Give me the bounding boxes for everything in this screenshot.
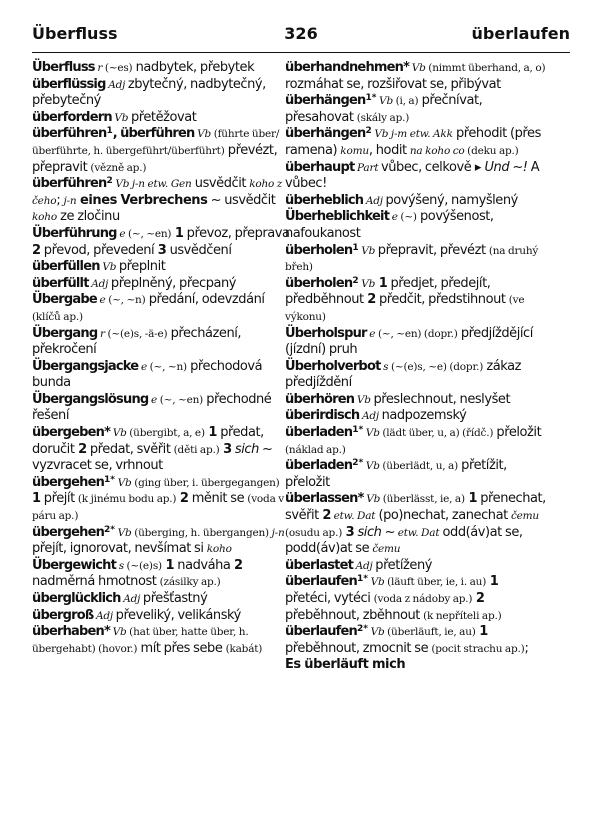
definition-text: ; [56, 192, 64, 208]
grammar-label: čemu [372, 543, 401, 556]
dictionary-entry [32, 110, 290, 127]
headword: überladen [285, 425, 353, 441]
definition-text: ~ [381, 524, 396, 540]
homonym-index: 2 [365, 126, 372, 137]
definition-text: předjet, předejít, předběhnout [285, 275, 491, 308]
example: Es überläuft mich [285, 657, 406, 673]
definition-text: předjíždějící (jízdní) pruh [285, 325, 533, 358]
grammar-label: Vb j-m etw. Akk [371, 128, 453, 141]
note: (~, ~en) [159, 393, 204, 406]
definition-text: zbytečný, nadbytečný, přebytečný [32, 76, 266, 109]
definition-text: usvědčit [191, 176, 250, 192]
grammar-label: Adj [93, 609, 116, 622]
note: (děti ap.) [173, 443, 220, 456]
example: eines Verbrechens [76, 192, 208, 208]
grammar-label: e [389, 211, 401, 224]
grammar-label: Vb [367, 576, 385, 589]
grammar-label: etw. Dat [331, 510, 376, 523]
sense-number: 2 [176, 491, 189, 507]
running-head-left: Überfluss [32, 24, 118, 43]
homonym-index: 2* [357, 624, 368, 635]
grammar-label: Part [354, 161, 381, 174]
grammar-label: koho [206, 543, 232, 556]
note: (zásilky ap.) [159, 576, 221, 589]
definition-text: přeběhnout, zběhnout [285, 607, 424, 623]
definition-text: přepravit, převézt [377, 242, 489, 258]
definition-text: přeložit [493, 425, 542, 441]
definition-text: přeslechnout, neslyšet [373, 391, 511, 407]
grammar-label: Adj [88, 277, 111, 290]
grammar-label: Vb [110, 626, 127, 639]
headword: überlassen* [285, 491, 364, 507]
definition-text: A vůbec! [285, 159, 540, 192]
italic-text: sich [354, 524, 382, 540]
grammar-label: e [116, 227, 128, 240]
dictionary-entry [32, 591, 290, 608]
grammar-label: Vb [354, 393, 374, 406]
note: (~) [400, 211, 417, 224]
definition-text: nadpozemský [381, 408, 467, 424]
grammar-label: Vb j-n etw. Gen [112, 178, 192, 191]
headword: überirdisch [285, 408, 360, 424]
note: (voda z nádoby ap.) [373, 593, 473, 605]
note: (~(e)s) [126, 559, 162, 572]
grammar-label: Vb [376, 95, 393, 108]
definition-text: přejít [40, 491, 78, 507]
sense-number: 2 [472, 591, 485, 606]
definition-text: převoz, přeprava [183, 225, 290, 241]
dictionary-entry [32, 392, 290, 425]
dictionary-entry [285, 624, 547, 674]
definition-text: přehodit (přes ramena) [285, 126, 541, 158]
grammar-label: Vb [115, 526, 132, 539]
definition-text: povýšenost, nafoukanost [285, 209, 494, 241]
dictionary-entry [32, 292, 290, 325]
italic-text: Und ~! [484, 159, 528, 175]
definition-text: usvědčení [166, 242, 232, 258]
grammar-label: čemu [510, 510, 539, 523]
dictionary-entry [32, 608, 290, 625]
grammar-label: komu [340, 144, 369, 157]
headword: übergroß [32, 607, 94, 623]
headword: überfüllt [32, 275, 89, 291]
headword: überhängen [285, 126, 366, 142]
headword: überlastet [285, 557, 354, 573]
dictionary-entry [32, 558, 290, 591]
headword: überlaufen [285, 574, 357, 590]
dictionary-entry [285, 160, 547, 193]
definition-text: ~ usvědčit [207, 192, 276, 208]
headword: überladen [285, 458, 353, 474]
grammar-label: Vb [409, 62, 426, 74]
note: (na druhý břeh) [285, 244, 539, 274]
homonym-index: 1 [352, 242, 359, 253]
sense-number: 1 [486, 574, 499, 590]
grammar-label: koho [32, 211, 57, 224]
note: (~, ~en) [127, 227, 172, 240]
sense-number: 1 [171, 225, 184, 241]
dictionary-entry [32, 77, 290, 110]
dictionary-entry [32, 276, 290, 293]
grammar-label: r [97, 327, 108, 340]
note: (deku ap.) [464, 144, 519, 157]
dictionary-entry [32, 624, 290, 657]
dictionary-entry [32, 226, 290, 259]
sense-number: 1 [475, 624, 488, 640]
sense-number: 2 [230, 557, 243, 573]
definition-text: mít přes sebe [137, 640, 226, 656]
headword: überglücklich [32, 591, 121, 606]
dictionary-entry [285, 60, 547, 93]
grammar-label: Adj [363, 194, 386, 207]
dictionary-entry [32, 475, 290, 525]
grammar-label: Adj [353, 559, 376, 572]
note: (klíčů ap.) [32, 310, 83, 323]
dictionary-entry [32, 525, 290, 558]
dictionary-entry [285, 558, 547, 575]
grammar-label: e [148, 393, 160, 406]
note: (~(e)s, ~e) (dopr.) [390, 360, 484, 373]
definition-text: přetížit, přeložit [285, 458, 507, 490]
definition-text: převod, převedení [40, 242, 155, 258]
headword: Übergangsjacke [32, 358, 139, 374]
definition-text: přečnívat, přesahovat [285, 93, 483, 125]
dictionary-entry [285, 93, 547, 126]
dictionary-entry [32, 126, 290, 176]
headword: überhören [285, 391, 355, 407]
dictionary-entry [285, 408, 547, 425]
headword: überfüllen [32, 259, 100, 275]
dictionary-entry [32, 359, 290, 392]
definition-text: rozmáhat se, rozšiřovat se, přibývat [285, 76, 501, 92]
headword: überführen [32, 126, 107, 142]
definition-text: předání, odevzdání [145, 292, 265, 308]
note: (k nepříteli ap.) [423, 609, 502, 622]
note: (überläuft, ie, au) [384, 626, 476, 639]
definition-text: přeplnit [118, 259, 166, 275]
headword: Überheblichkeit [285, 209, 390, 225]
note: (lädt über, u, a) (řídč.) [379, 427, 494, 440]
definition-text: , hodit [368, 142, 410, 158]
definition-text: přetéci, vytéci [285, 591, 374, 606]
grammar-label: Vb [358, 277, 376, 290]
definition-text: přetížený [375, 557, 432, 573]
dictionary-entry [32, 259, 290, 276]
dictionary-entry [285, 126, 547, 159]
sense-number: 1 [32, 491, 41, 507]
headword: Übergabe [32, 292, 97, 308]
sense-number: 3 [342, 524, 355, 540]
dictionary-entry [32, 176, 290, 226]
note: (osudu ap.) [285, 526, 343, 539]
note: (~(e)s, -ä-e) [107, 327, 168, 340]
headword: überführen [32, 176, 107, 192]
definition-text: ~ vyzvracet se, vrhnout [32, 441, 273, 474]
note: (übergibt, a, e) [129, 427, 205, 440]
headword: Überholspur [285, 325, 367, 341]
note: (vězně ap.) [90, 161, 147, 174]
sense-number: 2 [74, 441, 87, 457]
headword: übergehen [32, 474, 105, 490]
homonym-index: 2 [352, 275, 359, 286]
grammar-label: Vb [194, 128, 212, 141]
headword: überhaupt [285, 159, 355, 175]
note: (läuft über, ie, i. au) [384, 576, 487, 589]
grammar-label: Vb [99, 261, 119, 274]
homonym-index: 1 [106, 126, 113, 137]
note: (ging über, i. übergegangen) [131, 476, 280, 489]
sense-number: 1 [161, 557, 175, 573]
grammar-label: koho z čeho [32, 178, 283, 207]
homonym-index: 2 [106, 176, 113, 187]
definition-text: odd(áv)at se, podd(áv)at se [285, 524, 523, 557]
definition-text: nadváha [174, 557, 231, 573]
definition-text: přechodová bunda [32, 358, 263, 391]
note: (~es) [104, 62, 133, 74]
grammar-label: j-n [63, 194, 77, 207]
definition-text: přechodné řešení [32, 391, 272, 424]
definition-text: předat, doručit [32, 425, 264, 457]
note: (nimmt überhand, a, o) [425, 62, 546, 74]
running-head-right: überlaufen [471, 24, 570, 43]
grammar-label: na koho co [409, 144, 465, 157]
dictionary-entry [285, 491, 547, 557]
definition-text: měnit se [188, 491, 248, 507]
grammar-label: s [380, 360, 391, 373]
note: (náklad ap.) [285, 443, 346, 456]
definition-text: přetěžovat [130, 109, 197, 125]
note: (ve výkonu) [285, 294, 525, 323]
grammar-label: Vb [111, 111, 131, 124]
headword: übergehen [32, 524, 105, 540]
note: (überging, h. übergangen) [131, 526, 269, 539]
note: (i, a) [392, 95, 419, 108]
headword: überlaufen [285, 624, 357, 640]
grammar-label: Adj [359, 410, 382, 423]
headword: Übergangslösung [32, 391, 149, 407]
headword: Übergewicht [32, 557, 117, 573]
header-rule [32, 52, 570, 53]
definition-text: předčit, předstihnout [375, 292, 509, 308]
headword: überhandnehmen* [285, 60, 410, 75]
note: (hat über, hatte über, h. übergehabt) (hovor.) [32, 626, 249, 655]
grammar-label: Vb [363, 493, 381, 506]
headword: Überführung [32, 225, 117, 241]
dictionary-entry [32, 326, 290, 359]
dictionary-entry [285, 458, 547, 491]
grammar-label: j-n [268, 526, 285, 539]
definition-text: přejít, ignorovat, nevšímat si [32, 541, 207, 557]
dictionary-entry [285, 243, 547, 276]
headword: , überführen [112, 126, 195, 142]
grammar-label: Vb [358, 244, 378, 257]
dictionary-entry [285, 209, 547, 242]
dictionary-entry [285, 326, 547, 359]
note: (skály ap.) [356, 111, 410, 124]
homonym-index: 1* [104, 474, 116, 485]
sense-number: 3 [154, 242, 167, 258]
italic-text: sich [231, 441, 259, 457]
note: (k jinému bodu ap.) [77, 493, 177, 506]
definition-text: zákaz předjíždění [285, 358, 521, 391]
definition-text: nadměrná hmotnost [32, 574, 160, 590]
definition-text: převeliký, velikánský [115, 607, 241, 623]
dictionary-entry [285, 574, 547, 624]
homonym-index: 1* [357, 574, 368, 585]
homonym-index: 2* [104, 524, 116, 535]
headword: Überholverbot [285, 358, 381, 374]
sense-number: 1 [464, 491, 478, 507]
headword: überheblich [285, 192, 364, 208]
page-number: 326 [284, 24, 318, 43]
grammar-label: Vb [367, 626, 385, 639]
sense-number: 2 [32, 242, 41, 258]
headword: überfordern [32, 109, 112, 125]
definition-text: přecházení, překročení [32, 325, 242, 358]
left-column [32, 60, 290, 657]
note: (führte über/überführte, h. übergeführt/überführt) [32, 128, 280, 157]
grammar-label: Vb [363, 460, 380, 473]
note: (kabát) [225, 642, 263, 655]
headword: überhängen [285, 93, 366, 109]
grammar-label: Vb [110, 427, 130, 440]
sense-number: 1 [204, 425, 218, 441]
dictionary-entry [285, 276, 547, 326]
definition-text: přešťastný [142, 591, 208, 606]
sense-number: 2 [318, 508, 331, 524]
definition-text: přeplněný, přecpaný [110, 275, 237, 291]
grammar-label: e [366, 327, 378, 340]
definition-text: (po)nechat, zanechat [375, 508, 511, 524]
headword: überholen [285, 275, 353, 291]
definition-text: povýšený, namyšlený [385, 192, 518, 208]
note: (überlässt, ie, a) [380, 493, 465, 506]
dictionary-entry [285, 425, 547, 458]
headword: überflüssig [32, 76, 106, 92]
definition-text: ; [524, 640, 529, 656]
sense-number: 1 [375, 275, 388, 291]
definition-text: vůbec, celkově [380, 159, 472, 175]
note: (voda v páru ap.) [32, 493, 284, 523]
grammar-label: etw. Dat [395, 526, 440, 539]
dictionary-entry [285, 392, 547, 409]
grammar-label: Vb [363, 427, 380, 440]
definition-text: přeběhnout, zmocnit se [285, 640, 432, 656]
grammar-label: e [96, 294, 109, 307]
dictionary-entry [32, 60, 290, 77]
dictionary-entry [32, 425, 290, 475]
example: ▸ [471, 159, 485, 175]
note: (überlädt, u, a) [379, 460, 458, 473]
grammar-label: e [138, 360, 150, 373]
grammar-label: Vb [115, 476, 132, 489]
headword: übergeben* [32, 425, 111, 441]
note: (~, ~n) [108, 294, 146, 307]
grammar-label: Adj [105, 78, 128, 91]
homonym-index: 1* [365, 93, 377, 104]
headword: Überfluss [32, 60, 95, 75]
grammar-label: r [94, 62, 105, 74]
homonym-index: 2* [352, 458, 364, 469]
headword: Übergang [32, 325, 98, 341]
grammar-label: Adj [120, 593, 143, 605]
running-head [32, 24, 570, 48]
dictionary-entry [285, 193, 547, 210]
headword: überholen [285, 242, 353, 258]
dictionary-entry [285, 359, 547, 392]
definition-text: ze zločinu [56, 209, 120, 225]
homonym-index: 1* [352, 425, 364, 436]
definition-text: převézt, přepravit [32, 142, 278, 175]
definition-text: přenechat, svěřit [285, 491, 546, 524]
note: (~, ~en) (dopr.) [377, 327, 458, 340]
sense-number: 3 [219, 441, 232, 457]
definition-text: předat, svěřit [86, 441, 174, 457]
definition-text: nadbytek, přebytek [132, 60, 255, 75]
headword: überhaben* [32, 624, 110, 640]
grammar-label: s [116, 559, 127, 572]
sense-number: 2 [363, 292, 376, 308]
note: (pocit strachu ap.) [431, 642, 525, 655]
right-column [285, 60, 547, 674]
note: (~, ~n) [149, 360, 187, 373]
